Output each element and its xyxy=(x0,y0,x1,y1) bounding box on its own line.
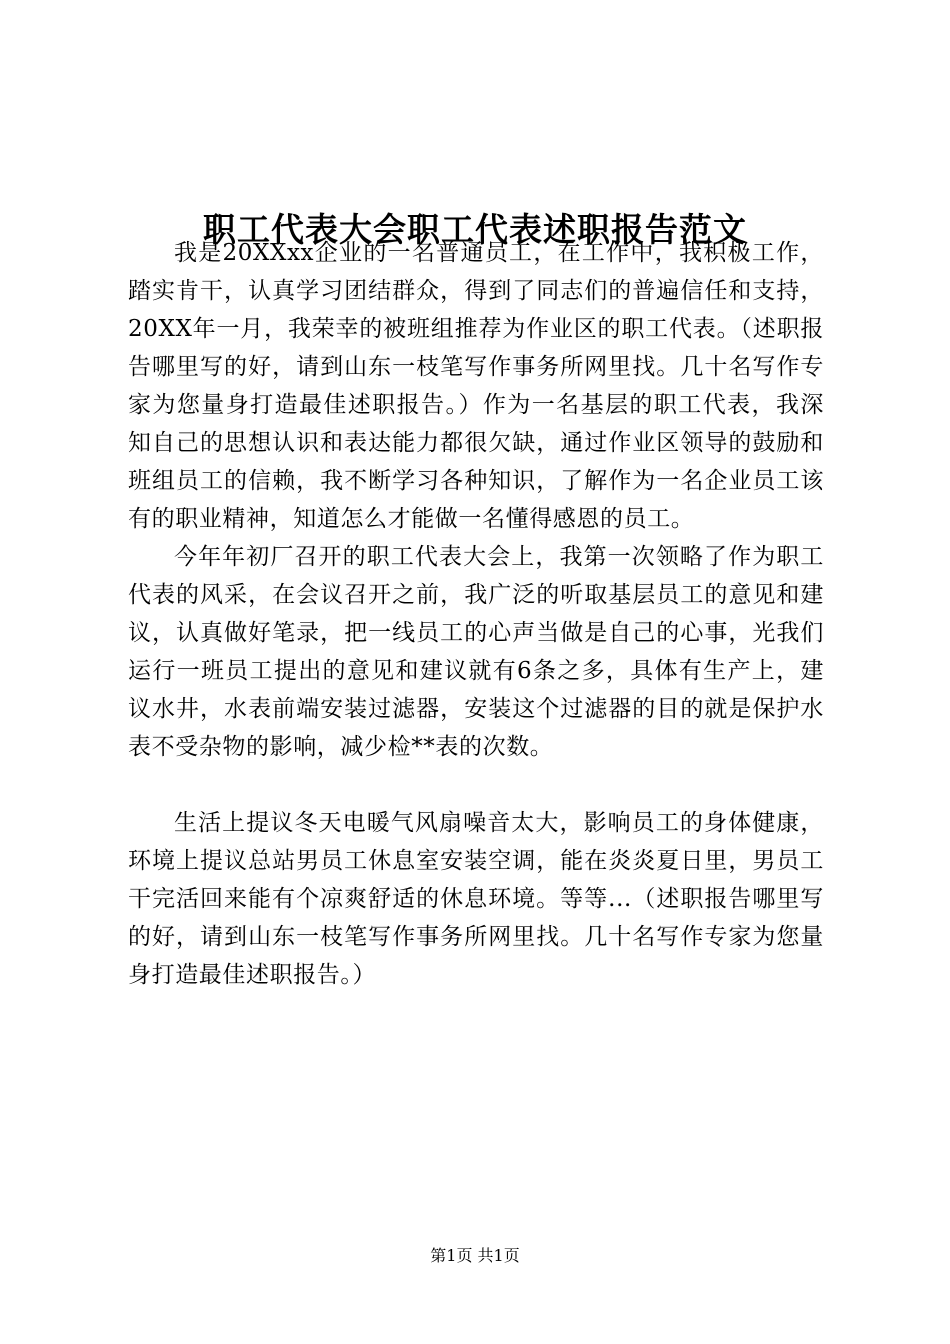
document-body xyxy=(128,234,824,994)
paragraph-2: 今年年初厂召开的职工代表大会上，我第一次领略了作为职工代表的风采，在会议召开之前，我广泛的听取基层员工的意见和建议，认真做好笔录，把一线员工的心声当做是自己的心事，光我们运行一班员工提出的意见和建议就有6条之多，具体有生产上，建议水井，水表前端安装过滤器，安装这个过滤器的目的就是保护水表不受杂物的影响，减少检**表的次数。 xyxy=(128,544,824,760)
document-title: 职工代表大会职工代表述职报告范文 xyxy=(203,210,747,250)
paragraph-1: 我是20XXxx企业的一名普通员工，在工作中，我积极工作，踏实肯干，认真学习团结群众，得到了同志们的普遍信任和支持，20XX年一月，我荣幸的被班组推荐为作业区的职工代表。（述职报告哪里写的好，请到山东一枝笔写作事务所网里找。几十名写作专家为您量身打造最佳述职报告。）作为一名基层的职工代表，我深知自己的思想认识和表达能力都很欠缺，通过作业区领导的鼓励和班组员工的信赖，我不断学习各种知识，了解作为一名企业员工该有的职业精神，知道怎么才能做一名懂得感恩的员工。 xyxy=(128,240,824,532)
page-footer: 第1页 共1页 xyxy=(430,1246,520,1265)
paragraph-3: 生活上提议冬天电暖气风扇噪音太大，影响员工的身体健康，环境上提议总站男员工休息室安装空调，能在炎炎夏日里，男员工干完活回来能有个凉爽舒适的休息环境。等等...（述职报告哪里写的好，请到山东一枝笔写作事务所网里找。几十名写作专家为您量身打造最佳述职报告。） xyxy=(128,810,824,988)
